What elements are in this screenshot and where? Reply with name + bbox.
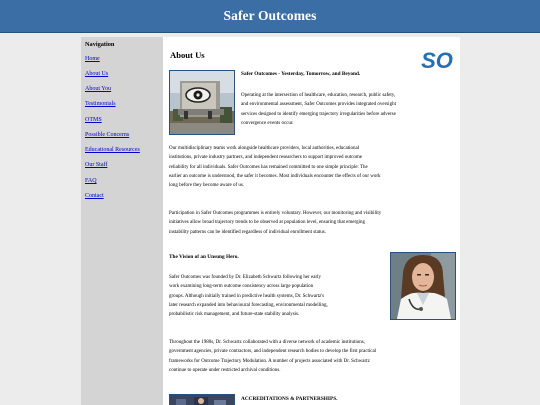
participation-paragraph xyxy=(169,209,381,237)
text-line: government agencies, private contractors, and independent research bodies to develop the first practical xyxy=(169,349,377,355)
building-photo xyxy=(169,70,235,135)
intro-paragraph xyxy=(241,91,396,128)
history-paragraph xyxy=(169,338,376,375)
nav-link-otms[interactable]: OTMS xyxy=(85,117,102,123)
sidebar-navigation xyxy=(81,37,163,405)
nav-link-our-staff[interactable]: Our Staff xyxy=(85,162,108,168)
text-line: earlier an outcome is understood, the safer it becomes. Most individuals encounter the effects of our work xyxy=(169,173,381,179)
text-line: Operating at the intersection of healthcare, education, research, public safety, xyxy=(241,93,396,98)
nav-link-about-you[interactable]: About You xyxy=(85,86,112,92)
nav-link-contact[interactable]: Contact xyxy=(85,193,104,199)
text-line: Our multidisciplinary teams work alongside healthcare providers, local authorities, educational xyxy=(169,146,360,151)
sidebar-heading: Navigation xyxy=(85,41,115,48)
text-line: continue to operate under restricted archival conditions. xyxy=(169,367,281,373)
nav-link-possible-concerns[interactable]: Possible Concerns xyxy=(85,132,130,138)
text-line: and environmental assessment, Safer Outcomes provides integrated oversight xyxy=(241,102,396,108)
text-line: Safer Outcomes was founded by Dr. Elizabeth Schwartz following her early xyxy=(169,275,322,280)
nav-link-about-us[interactable]: About Us xyxy=(85,71,109,77)
site-banner xyxy=(0,0,540,33)
accreditations-heading: ACCREDITATIONS & PARTNERSHIPS. xyxy=(241,396,338,402)
text-line: frameworks for Outcome Trajectory Modulation. A number of projects associated with Dr. Schwartz xyxy=(169,358,370,364)
safer-outcomes-logo xyxy=(419,49,455,71)
intro-heading: Safer Outcomes - Yesterday, Tomorrow, and Beyond. xyxy=(241,71,361,77)
main-content xyxy=(163,37,460,405)
nav-link-home[interactable]: Home xyxy=(85,56,100,62)
text-line: work examining long-term outcome consistency across large population xyxy=(169,284,314,290)
founder-paragraph xyxy=(169,273,328,319)
text-line: groups. Although initially trained in predictive health systems, Dr. Schwartz's xyxy=(169,293,325,299)
text-line: reliability for all individuals. Safer Outcomes has remained committed to one simple principle: The xyxy=(169,164,368,170)
text-line: initiatives allow broad trajectory trends to be observed at population level, ensuring that emerging xyxy=(169,220,365,226)
text-line: probabilistic risk management, and future-state stability analysis. xyxy=(169,312,300,318)
founder-photo xyxy=(390,252,456,320)
text-line: convergence events occur. xyxy=(241,120,294,126)
page-title: About Us xyxy=(170,50,205,60)
accreditations-photo xyxy=(169,394,235,405)
nav-link-faq[interactable]: FAQ xyxy=(85,178,97,184)
text-line: institutions, private industry partners, and independent researchers to support improved outcome xyxy=(169,155,363,161)
text-line: later research expanded into behavioural forecasting, environmental modelling, xyxy=(169,302,328,308)
text-line: services designed to identify emerging trajectory irregularities before adverse xyxy=(241,111,396,117)
vision-heading: The Vision of an Unsung Hero. xyxy=(169,254,239,260)
nav-link-testimonials[interactable]: Testimonials xyxy=(85,101,116,107)
site-title: Safer Outcomes xyxy=(223,8,317,23)
nav-link-educational-resources[interactable]: Educational Resources xyxy=(85,147,140,153)
text-line: instability patterns can be identified regardless of individual enrollment status. xyxy=(169,229,326,235)
text-line: Participation in Safer Outcomes programmes is entirely voluntary. However, our monitoring and visibility xyxy=(169,211,382,216)
logo-text: SO xyxy=(421,49,453,71)
text-line: Throughout the 1980s, Dr. Schwartz collaborated with a diverse network of academic institutions, xyxy=(169,340,365,345)
text-line: long before they become aware of us. xyxy=(169,183,245,189)
mission-paragraph xyxy=(169,144,381,190)
